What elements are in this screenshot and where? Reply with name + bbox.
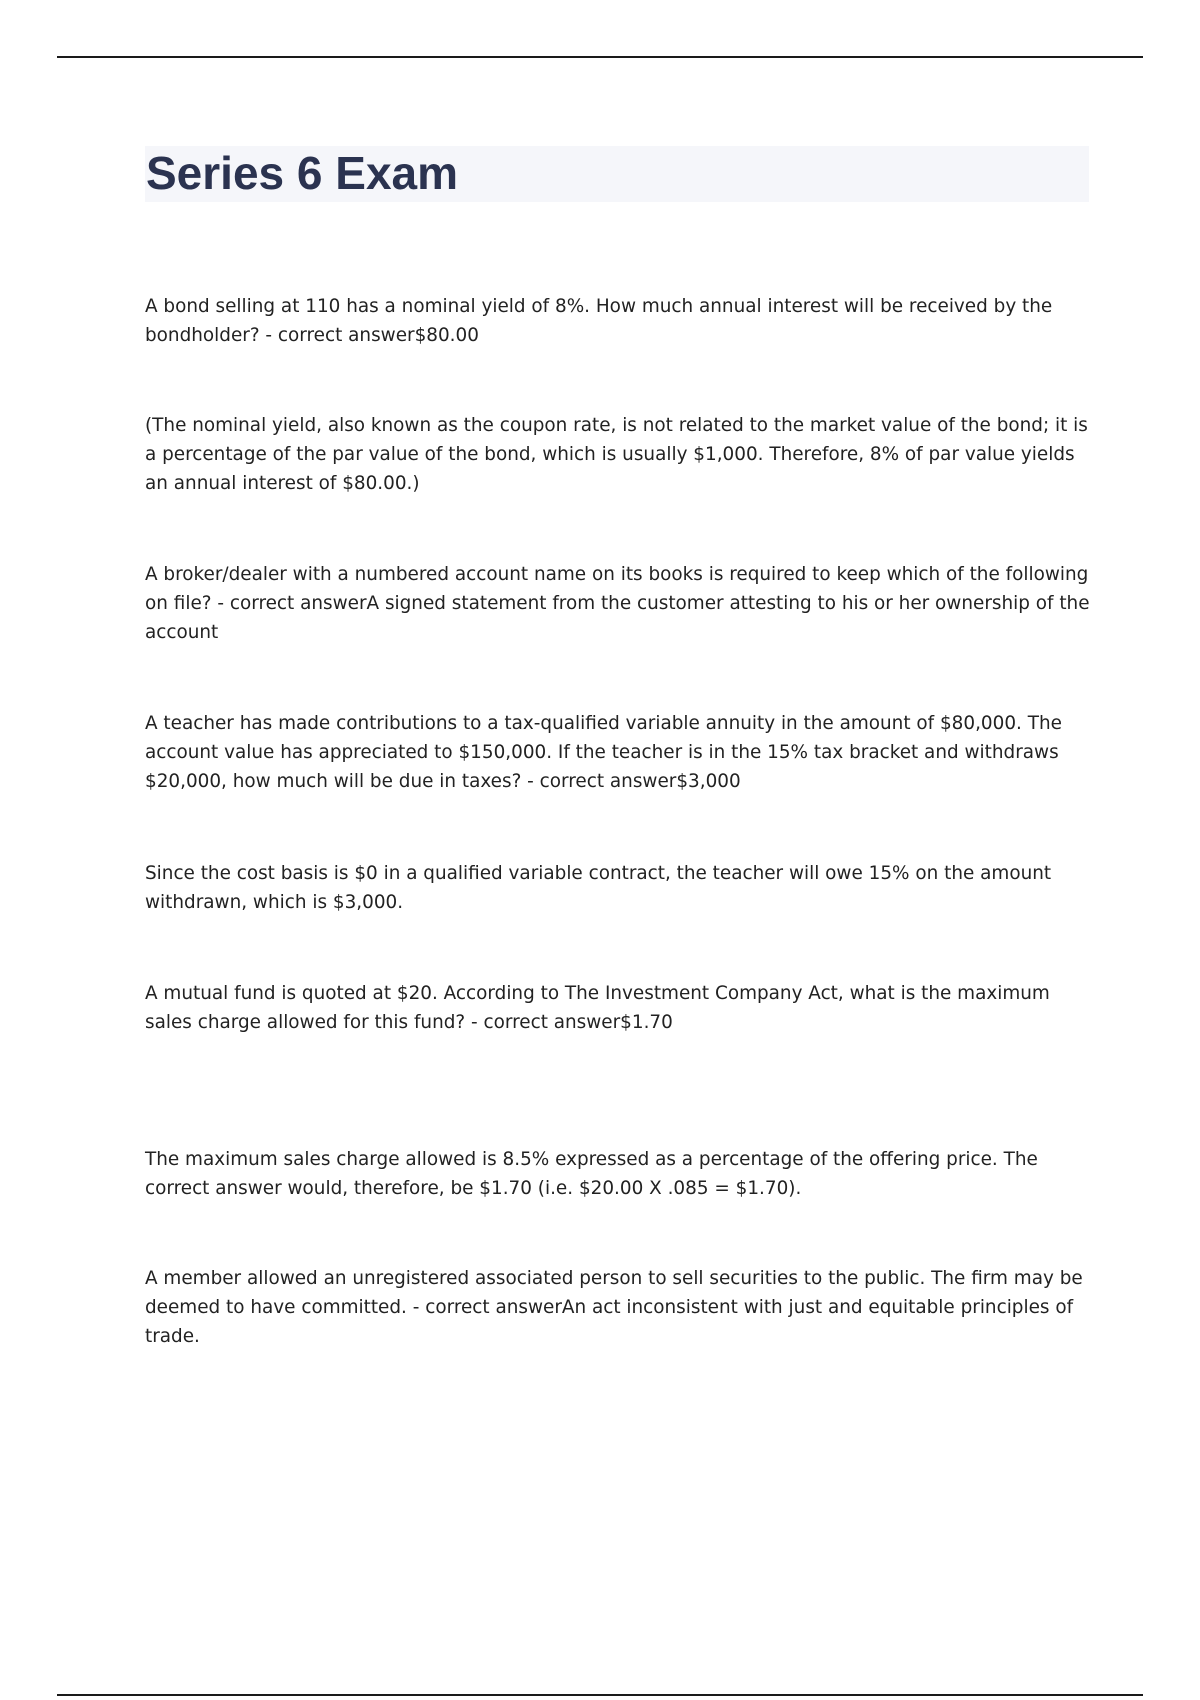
top-rule xyxy=(57,56,1143,58)
question-bond-nominal-yield: A bond selling at 110 has a nominal yield of 8%. How much annual interest will be received by the bondholder? - correct answer$80.00 xyxy=(145,296,1053,346)
bottom-rule xyxy=(57,1694,1143,1696)
question-unregistered-person: A member allowed an unregistered associated person to sell securities to the public. The firm may be deemed to have committed. - correct answerAn act inconsistent with just and equitable principles of trade. xyxy=(145,1268,1083,1347)
question-numbered-account: A broker/dealer with a numbered account name on its books is required to keep which of the following on file? - correct answerA signed statement from the customer attesting to his or her ownership of the account xyxy=(145,564,1090,643)
question-variable-annuity-tax: A teacher has made contributions to a tax-qualified variable annuity in the amount of $80,000. The account value has appreciated to $150,000. If the teacher is in the 15% tax bracket and withdraws $20,000, how much will be due in taxes? - correct answer$3,000 xyxy=(145,713,1062,792)
explanation-mutual-fund-sales-charge: The maximum sales charge allowed is 8.5% expressed as a percentage of the offering price. The correct answer would, therefore, be $1.70 (i.e. $20.00 X .085 = $1.70). xyxy=(145,1149,1038,1199)
question-mutual-fund-sales-charge: A mutual fund is quoted at $20. According to The Investment Company Act, what is the maximum sales charge allowed for this fund? - correct answer$1.70 xyxy=(145,983,1050,1033)
explanation-variable-annuity-tax: Since the cost basis is $0 in a qualified variable contract, the teacher will owe 15% on the amount withdrawn, which is $3,000. xyxy=(145,863,1052,913)
explanation-bond-nominal-yield: (The nominal yield, also known as the coupon rate, is not related to the market value of the bond; it is a percentage of the par value of the bond, which is usually $1,000. Therefore, 8% of par value yields an annual interest of $80.00.) xyxy=(145,415,1088,494)
page-title: Series 6 Exam xyxy=(146,147,459,199)
